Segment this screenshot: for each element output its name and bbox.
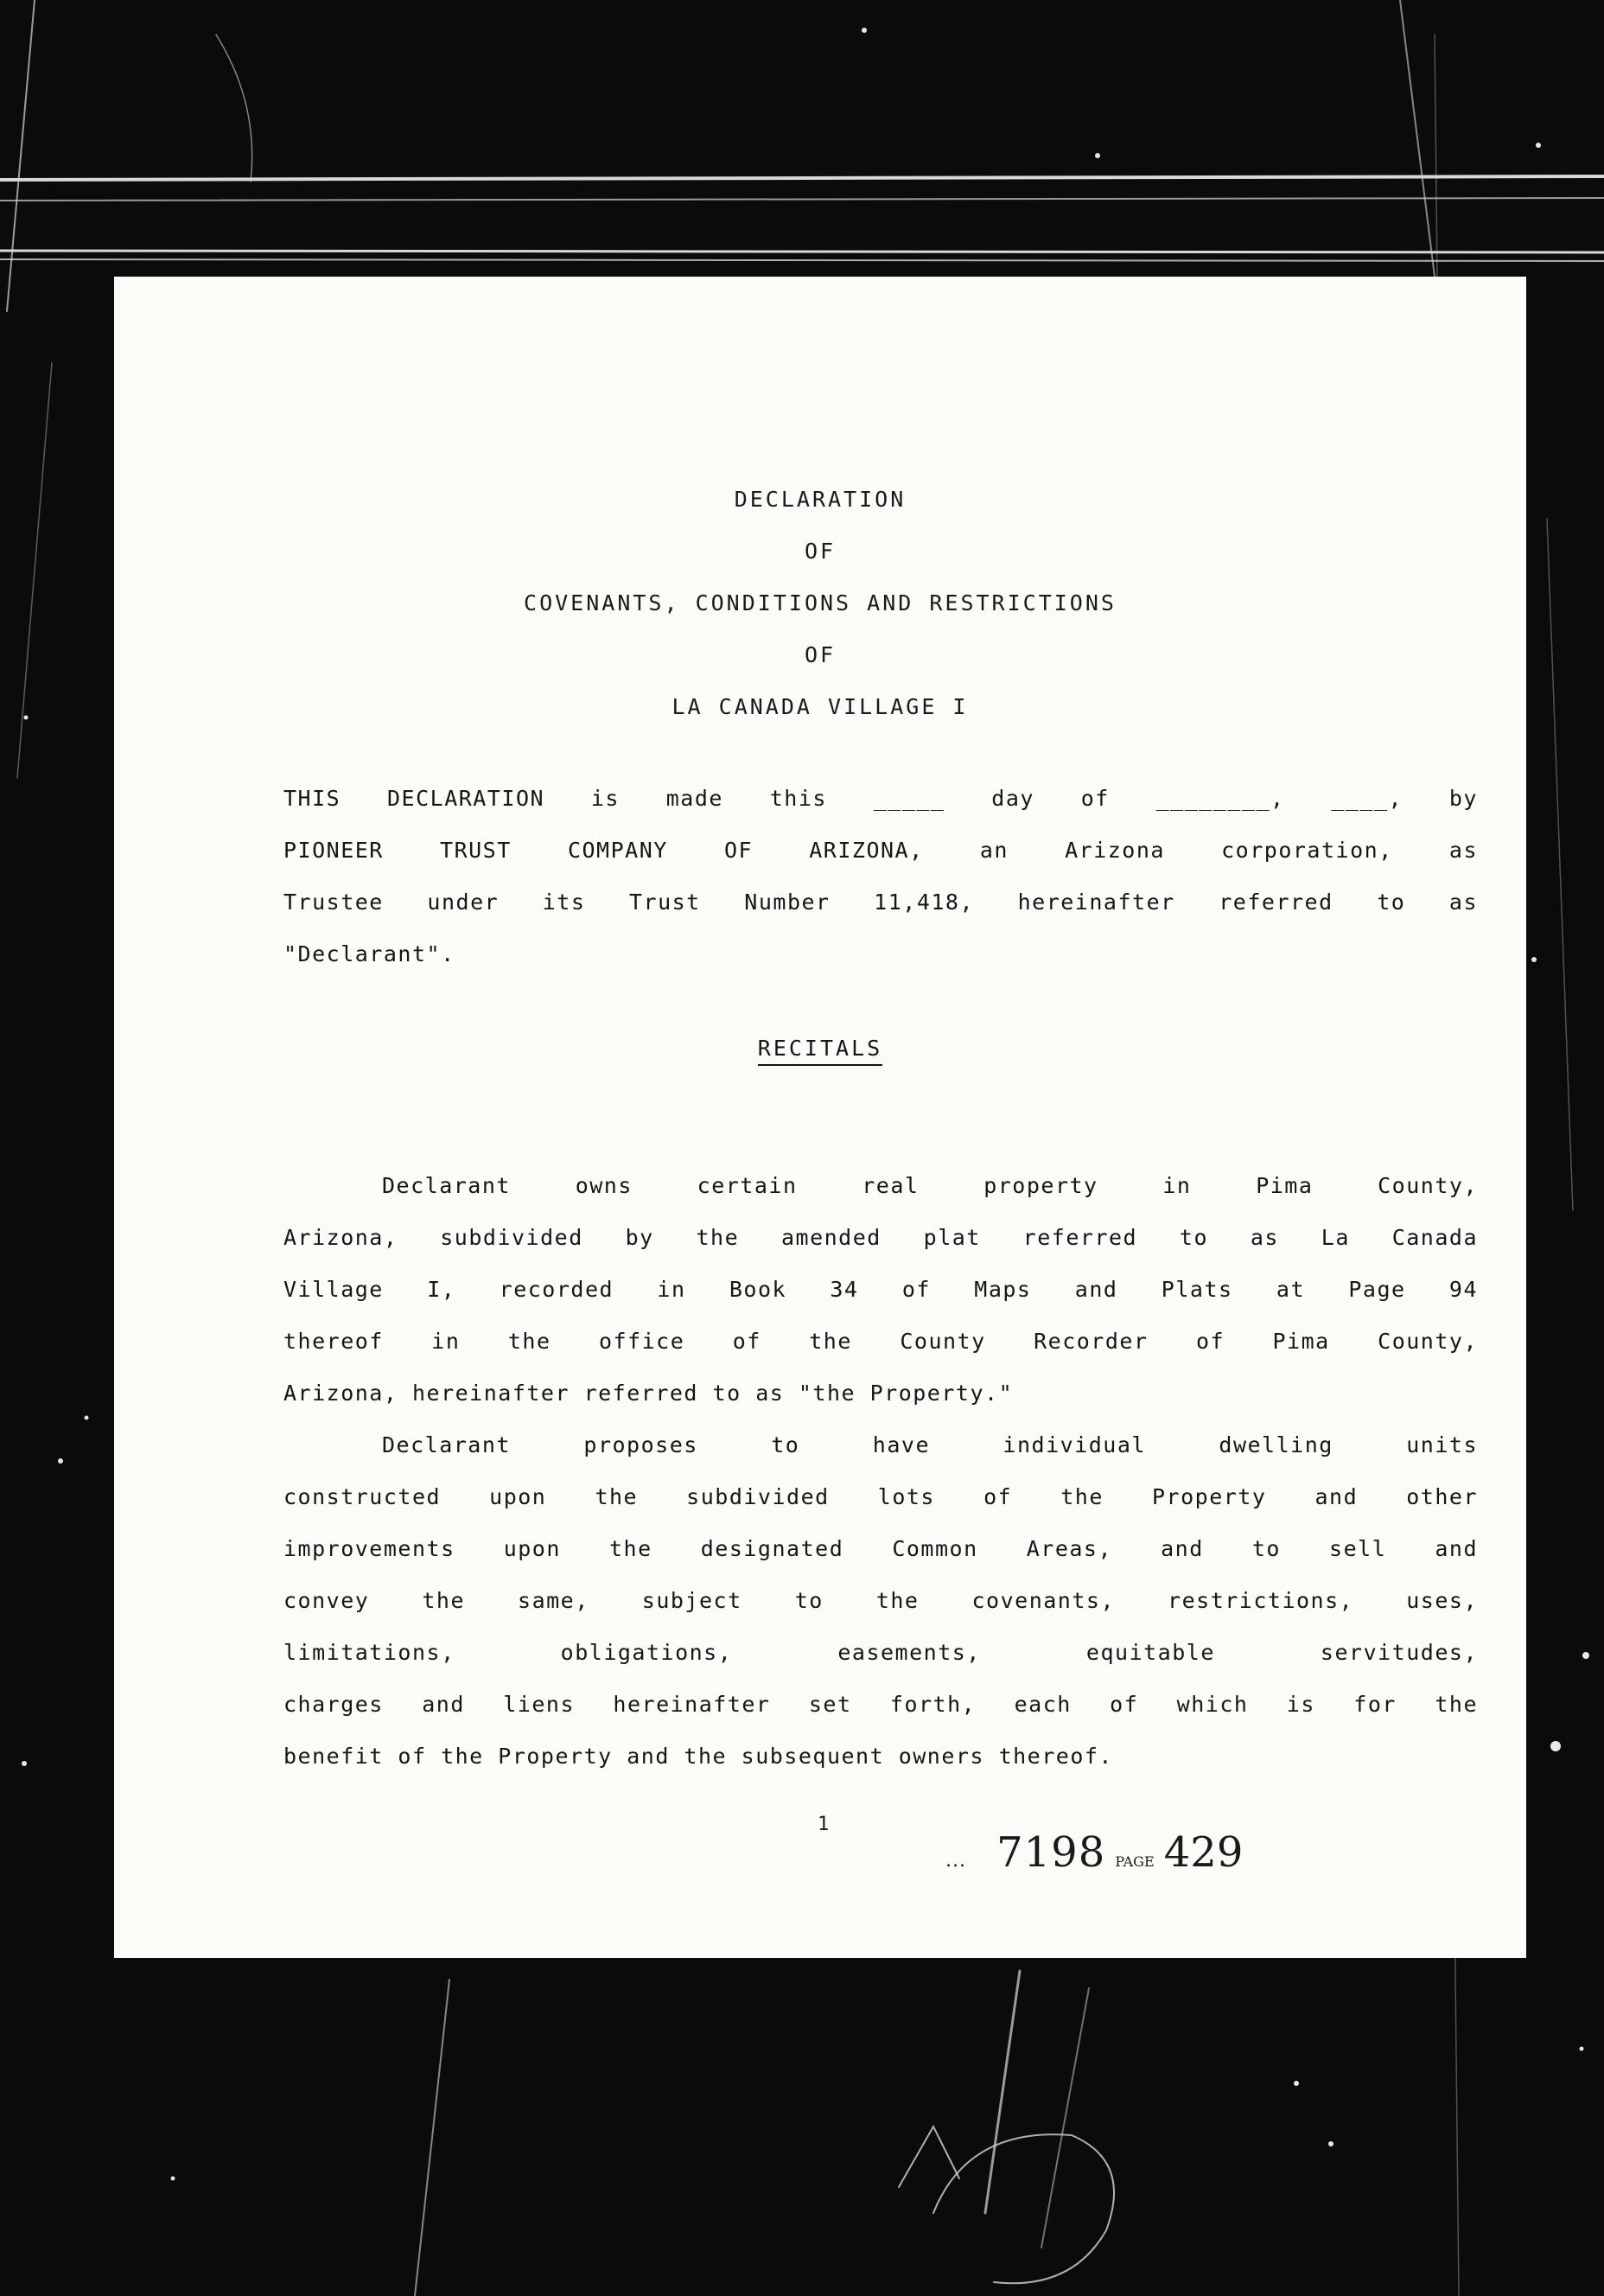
recitals-paragraph	[283, 1160, 1478, 1419]
title-line-covenants: COVENANTS, CONDITIONS AND RESTRICTIONS	[524, 590, 1117, 615]
stamp-prefix: ...	[945, 1850, 966, 1872]
document-title	[114, 474, 1526, 733]
text-line: constructed upon the subdivided lots of the Property and other	[283, 1484, 1478, 1509]
stamp-page-number: 429	[1163, 1828, 1244, 1877]
text-line: Arizona, hereinafter referred to as "the Property."	[283, 1381, 1014, 1406]
text-line: Trustee under its Trust Number 11,418, hereinafter referred to as	[283, 890, 1478, 915]
stamp-book-number: 7198	[996, 1828, 1106, 1877]
text-line: convey the same, subject to the covenants, restrictions, uses,	[283, 1588, 1478, 1613]
recitals-paragraph	[283, 1419, 1478, 1783]
recording-stamp	[945, 1828, 1243, 1877]
text-line: benefit of the Property and the subsequent owners thereof.	[283, 1744, 1113, 1769]
text-line: Declarant owns certain real property in Pima County,	[382, 1173, 1478, 1198]
title-line-of: OF	[804, 642, 837, 667]
text-line: Arizona, subdivided by the amended plat referred to as La Canada	[283, 1225, 1478, 1250]
text-line: PIONEER TRUST COMPANY OF ARIZONA, an Arizona corporation, as	[283, 838, 1478, 863]
text-line: Village I, recorded in Book 34 of Maps and Plats at Page 94	[283, 1277, 1478, 1302]
text-line: limitations, obligations, easements, equitable servitudes,	[283, 1640, 1478, 1665]
text-line: "Declarant".	[283, 941, 455, 966]
text-line: THIS DECLARATION is made this _____ day of ________, ____, by	[283, 786, 1478, 811]
title-line-subdivision-name: LA CANADA VILLAGE I	[672, 694, 969, 719]
text-line: improvements upon the designated Common Areas, and to sell and	[283, 1536, 1478, 1561]
document-page	[114, 277, 1526, 1958]
opening-paragraph	[283, 773, 1478, 980]
text-line: charges and liens hereinafter set forth, each of which is for the	[283, 1692, 1478, 1717]
title-line-declaration: DECLARATION	[734, 487, 907, 512]
recitals-heading-text: RECITALS	[758, 1036, 882, 1066]
title-line-of: OF	[804, 539, 837, 564]
stamp-page-label: PAGE	[1115, 1853, 1155, 1870]
recitals-heading	[114, 1036, 1526, 1061]
text-line: thereof in the office of the County Recorder of Pima County,	[283, 1329, 1478, 1354]
text-line: Declarant proposes to have individual dwelling units	[382, 1432, 1478, 1457]
page-number: 1	[818, 1814, 830, 1835]
